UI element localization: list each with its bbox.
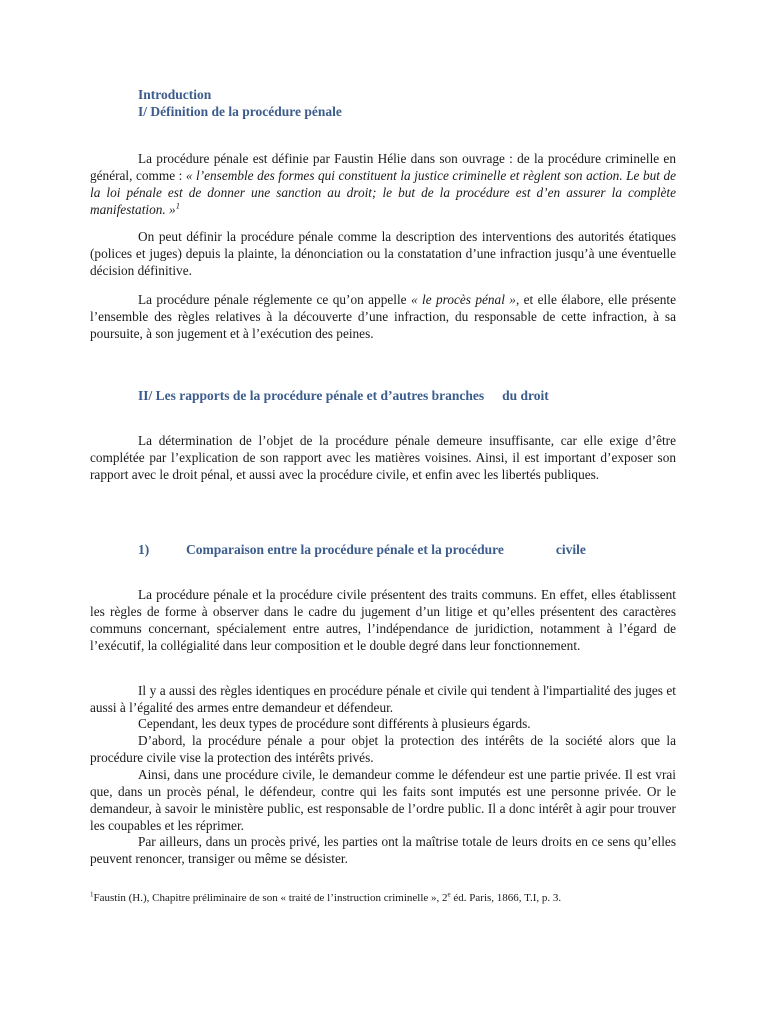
document-page [90, 0, 676, 1024]
subsection-number: 1) [138, 542, 150, 557]
heading-subsection-1-text: Comparaison entre la procédure pénale et la procédure [186, 542, 504, 557]
heading-subsection-1-end: civile [555, 542, 586, 557]
heading-section-1: I/ Définition de la procédure pénale [138, 104, 342, 119]
footnote-superscript: e [447, 890, 451, 899]
paragraph-text: La procédure pénale réglemente ce qu’on appelle [138, 292, 411, 307]
heading-section-2-end: du droit [502, 388, 549, 403]
heading-introduction: Introduction [138, 87, 212, 102]
paragraph-definition-general: On peut définir la procédure pénale comme la description des interventions des autorités étatiques (polices et juges) depuis la plainte, la dénonciation ou la constatation d’une infraction jusqu’à une éventuelle décision définitive. [90, 229, 676, 278]
paragraph-text: , et elle élabore, elle présente l’ensemble des règles relatives à la découverte d’une infraction, du responsable de cette infraction, à sa poursuite, à son jugement et à l’exécution des peines. [90, 292, 676, 341]
footnote-text: Faustin (H.), Chapitre préliminaire de son « traité de l’instruction criminelle », 2 [93, 892, 448, 904]
paragraph-traits-communs: La procédure pénale et la procédure civile présentent des traits communs. En effet, elles établissent les règles de forme à observer dans le cadre du jugement d’un litige et qu’elles présentent des caractères communs concernant, spécialement entre autres, l’indépendance de juridiction, notamment à l’égard de l’exécutif, la collégialité dans leur composition et le double degré dans leur fonctionnement. [90, 587, 676, 653]
paragraph-proces-prive: Par ailleurs, dans un procès privé, les parties ont la maîtrise totale de leurs droits en ce sens qu’elles peuvent renoncer, transiger ou même se désister. [90, 834, 676, 866]
paragraph-differences: Cependant, les deux types de procédure sont différents à plusieurs égards. [138, 716, 531, 731]
footnote-number: 1 [90, 890, 94, 899]
paragraph-objet-procedure: La détermination de l’objet de la procédure pénale demeure insuffisante, car elle exige d’être complétée par l’explication de son rapport avec les matières voisines. Ainsi, il est important d’exposer son rapport avec le droit pénal, et aussi avec la procédure civile, et enfin avec les libertés publiques. [90, 433, 676, 482]
paragraph-proces-penal [90, 291, 676, 342]
paragraph-definition-helie [90, 150, 676, 218]
proces-penal-quote: « le procès pénal » [410, 292, 516, 307]
helie-quote: « l’ensemble des formes qui constituent la justice criminelle et règlent son action. Le but de la loi pénale est de donner une sanction au droit; le but de la procédure est d’en assurer la complète manifestation. » [90, 168, 676, 217]
heading-subsection-1 [138, 541, 586, 558]
footnote [90, 891, 676, 905]
footnote-text-end: éd. Paris, 1866, T.I, p. 3. [450, 892, 562, 904]
paragraph-parties: Ainsi, dans une procédure civile, le demandeur comme le défendeur est une partie privée. Il est vrai que, dans un procès pénal, le défendeur, contre qui les faits sont imputés est une personne privée. Or le demandeur, à savoir le ministère public, est responsable de l’ordre public. Il a donc intérêt à agir pour trouver les coupables et les réprimer. [90, 767, 676, 833]
paragraph-regles-identiques: Il y a aussi des règles identiques en procédure pénale et civile qui tendent à l'impartialité des juges et aussi à l’égalité des armes entre demandeur et défendeur. [90, 683, 676, 715]
paragraph-objet-protection: D’abord, la procédure pénale a pour objet la protection des intérêts de la société alors que la procédure civile vise la protection des intérêts privés. [90, 733, 676, 765]
paragraph-text: La procédure pénale est définie par Faustin Hélie dans son ouvrage : de la procédure criminelle en général, comme : [90, 151, 676, 183]
heading-section-2 [138, 387, 549, 404]
heading-section-2-text: II/ Les rapports de la procédure pénale et d’autres branches [138, 388, 485, 403]
footnote-reference: 1 [175, 200, 180, 211]
